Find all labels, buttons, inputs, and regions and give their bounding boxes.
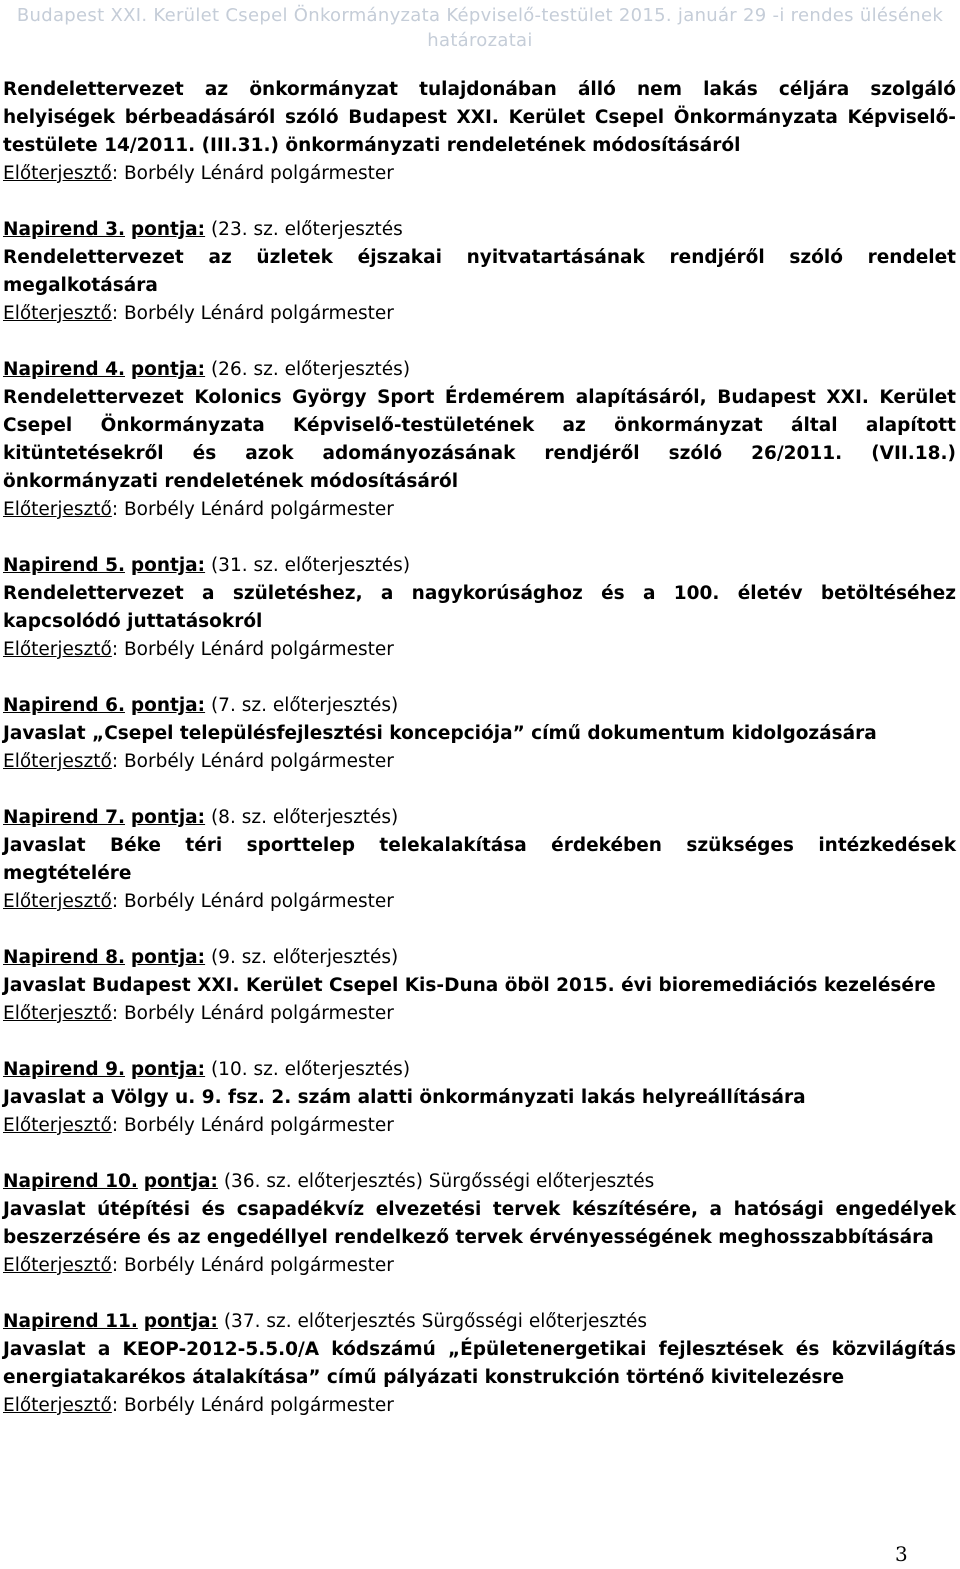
presenter-line [3, 1252, 956, 1280]
agenda-item-first [3, 76, 956, 188]
agenda-reference: (9. sz. előterjesztés) [210, 947, 399, 968]
agenda-pont-label: pontja: [143, 1171, 218, 1192]
presenter-name: : Borbély Lénárd polgármester [111, 303, 394, 324]
presenter-label: Előterjesztő [3, 1395, 112, 1416]
agenda-number: Napirend 8. [3, 947, 125, 968]
agenda-item-title: Rendelettervezet az üzletek éjszakai nyitvatartásának rendjéről szóló rendelet megalkotására [3, 247, 956, 296]
agenda-item [3, 1140, 956, 1280]
agenda-heading [3, 1308, 956, 1336]
header-title: Budapest XXI. Kerület Csepel Önkormányzata Képviselő-testület 2015. január 29 -i rendes ülésének [16, 5, 944, 26]
agenda-item [3, 328, 956, 524]
agenda-item [3, 776, 956, 916]
header-subtitle: határozatai [427, 30, 533, 51]
spacer [3, 524, 956, 552]
presenter-name: : Borbély Lénárd polgármester [111, 639, 394, 660]
agenda-reference: (7. sz. előterjesztés) [210, 695, 399, 716]
agenda-item [3, 524, 956, 664]
presenter-label: Előterjesztő [3, 499, 112, 520]
agenda-item [3, 916, 956, 1028]
agenda-reference: (37. sz. előterjesztés Sürgősségi előterjesztés [223, 1311, 648, 1332]
agenda-pont-label: pontja: [130, 555, 206, 576]
agenda-number: Napirend 5. [3, 555, 125, 576]
agenda-item-title: Rendelettervezet a születéshez, a nagykorúsághoz és a 100. életév betöltéséhez kapcsolódó juttatásokról [3, 583, 956, 632]
page-number: 3 [895, 1542, 908, 1566]
agenda-item [3, 1028, 956, 1140]
agenda-item-title: Javaslat útépítési és csapadékvíz elvezetési tervek készítésére, a hatósági engedélyek beszerzésére és az engedéllyel rendelkező tervek érvényességének meghosszabbítására [3, 1199, 956, 1248]
presenter-name: : Borbély Lénárd polgármester [111, 1255, 394, 1276]
presenter-line [3, 1392, 956, 1420]
presenter-line [3, 300, 956, 328]
agenda-heading [3, 216, 956, 244]
presenter-label: Előterjesztő [3, 163, 112, 184]
presenter-name: : Borbély Lénárd polgármester [111, 1395, 394, 1416]
agenda-heading [3, 692, 956, 720]
agenda-heading [3, 356, 956, 384]
agenda-item [3, 188, 956, 328]
agenda-heading [3, 804, 956, 832]
agenda-item-title: Javaslat a KEOP-2012-5.5.0/A kódszámú „Épületenergetikai fejlesztések és közvilágítás energiatakarékos átalakítása” című pályázati konstrukción történő kivitelezésre [3, 1339, 956, 1388]
agenda-reference: (26. sz. előterjesztés) [210, 359, 411, 380]
agenda-reference: (8. sz. előterjesztés) [210, 807, 399, 828]
spacer [3, 916, 956, 944]
agenda-item-title: Javaslat „Csepel településfejlesztési koncepciója” című dokumentum kidolgozására [3, 723, 877, 744]
agenda-number: Napirend 4. [3, 359, 125, 380]
presenter-label: Előterjesztő [3, 1255, 112, 1276]
agenda-reference: (23. sz. előterjesztés [210, 219, 403, 240]
agenda-item-title: Rendelettervezet Kolonics György Sport Érdemérem alapításáról, Budapest XXI. Kerület Csepel Önkormányzata Képviselő-testületének az önkormányzat által alapított kitüntetésekről és azok adományozásának rendjéről szóló 26/2011. (VII.18.) önkormányzati rendeletének módosításáról [3, 387, 956, 492]
agenda-item-title: Javaslat a Völgy u. 9. fsz. 2. szám alatti önkormányzati lakás helyreállítására [3, 1087, 806, 1108]
agenda-item-title: Rendelettervezet az önkormányzat tulajdonában álló nem lakás céljára szolgáló helyiségek bérbeadásáról szóló Budapest XXI. Kerület Csepel Önkormányzata Képviselő-testülete 14/2011. (III.31.) önkormányzati rendeletének módosításáról [3, 79, 956, 156]
agenda-pont-label: pontja: [130, 219, 206, 240]
presenter-label: Előterjesztő [3, 751, 112, 772]
agenda-pont-label: pontja: [130, 695, 206, 716]
agenda-reference: (36. sz. előterjesztés) Sürgősségi előterjesztés [223, 1171, 655, 1192]
presenter-line [3, 636, 956, 664]
spacer [3, 776, 956, 804]
presenter-line [3, 1112, 956, 1140]
agenda-heading [3, 1056, 956, 1084]
presenter-label: Előterjesztő [3, 303, 112, 324]
page-header [0, 3, 960, 53]
presenter-line [3, 888, 956, 916]
agenda-number: Napirend 10. [3, 1171, 138, 1192]
spacer [3, 664, 956, 692]
agenda-number: Napirend 11. [3, 1311, 138, 1332]
spacer [3, 188, 956, 216]
presenter-label: Előterjesztő [3, 1003, 112, 1024]
agenda-item-title: Javaslat Béke téri sporttelep telekalakítása érdekében szükséges intézkedések megtételére [3, 835, 956, 884]
presenter-name: : Borbély Lénárd polgármester [111, 499, 394, 520]
agenda-item [3, 1280, 956, 1420]
presenter-name: : Borbély Lénárd polgármester [111, 751, 394, 772]
agenda-pont-label: pontja: [143, 1311, 218, 1332]
agenda-pont-label: pontja: [130, 359, 206, 380]
agenda-heading [3, 552, 956, 580]
agenda-pont-label: pontja: [130, 1059, 206, 1080]
presenter-label: Előterjesztő [3, 891, 112, 912]
presenter-label: Előterjesztő [3, 1115, 112, 1136]
spacer [3, 1028, 956, 1056]
presenter-label: Előterjesztő [3, 639, 112, 660]
agenda-item [3, 664, 956, 776]
agenda-item-title: Javaslat Budapest XXI. Kerület Csepel Kis-Duna öböl 2015. évi bioremediációs kezelésére [3, 975, 936, 996]
presenter-name: : Borbély Lénárd polgármester [111, 891, 394, 912]
agenda-pont-label: pontja: [130, 807, 206, 828]
agenda-pont-label: pontja: [130, 947, 206, 968]
agenda-number: Napirend 6. [3, 695, 125, 716]
presenter-name: : Borbély Lénárd polgármester [111, 1115, 394, 1136]
spacer [3, 1280, 956, 1308]
presenter-name: : Borbély Lénárd polgármester [111, 163, 394, 184]
presenter-line [3, 748, 956, 776]
presenter-line [3, 160, 956, 188]
agenda-list [3, 76, 956, 1420]
agenda-reference: (10. sz. előterjesztés) [210, 1059, 411, 1080]
agenda-number: Napirend 9. [3, 1059, 125, 1080]
agenda-reference: (31. sz. előterjesztés) [210, 555, 411, 576]
spacer [3, 328, 956, 356]
spacer [3, 1140, 956, 1168]
agenda-number: Napirend 3. [3, 219, 125, 240]
presenter-name: : Borbély Lénárd polgármester [111, 1003, 394, 1024]
agenda-heading [3, 944, 956, 972]
agenda-heading [3, 1168, 956, 1196]
presenter-line [3, 1000, 956, 1028]
presenter-line [3, 496, 956, 524]
agenda-number: Napirend 7. [3, 807, 125, 828]
